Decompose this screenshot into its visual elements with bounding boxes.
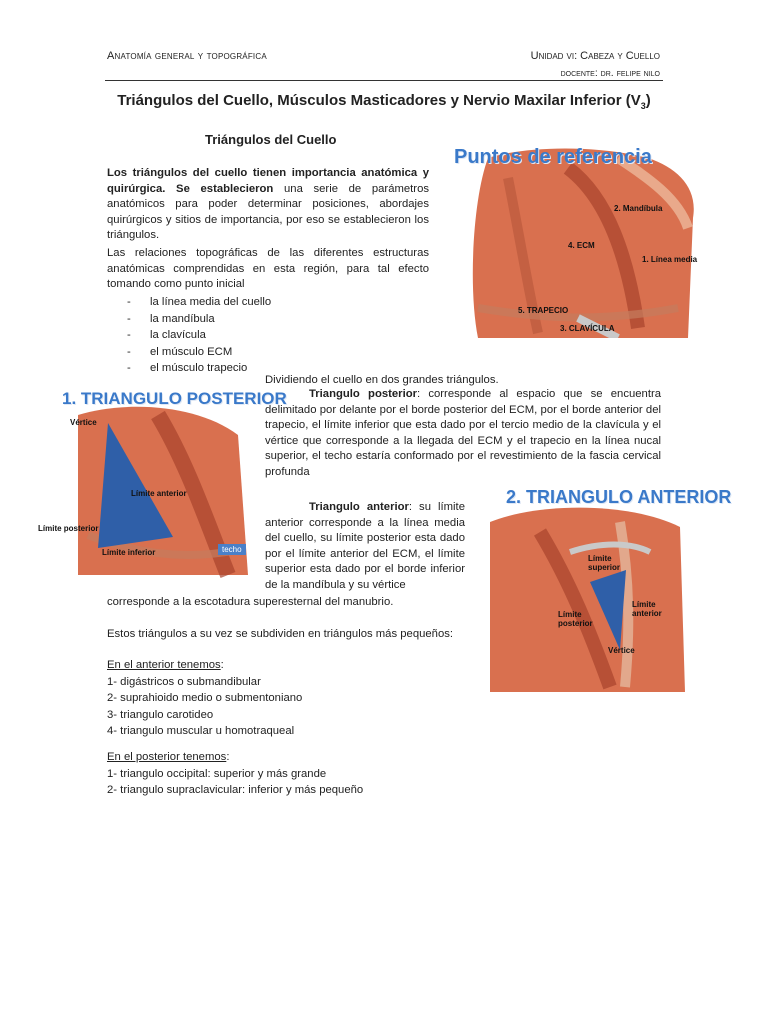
figure-posterior-triangle	[38, 385, 287, 580]
reference-points-list	[107, 294, 271, 377]
anterior-triangle-illustration	[480, 482, 708, 696]
list-item: - el músculo ECM	[127, 345, 233, 358]
label-ecm: 4. ECM	[568, 241, 595, 250]
list-item: 2- triangulo supraclavicular: inferior y más pequeño	[107, 784, 364, 796]
posterior-subtriangles: En el posterior tenemos: 1- triangulo occipital: superior y más grande 2- triangulo supraclavicular: inferior y más pequeño	[107, 749, 363, 799]
figure2-title: 1. TRIANGULO POSTERIOR	[62, 389, 287, 408]
figure1-title: Puntos de referencia	[454, 146, 652, 168]
subdivide-text: Estos triángulos a su vez se subdividen en triángulos más pequeños:	[107, 628, 454, 640]
anterior-subtriangles: En el anterior tenemos: 1- digástricos o submandibular 2- suprahioido medio o submentoniano 3- triangulo carotideo 4- triangulo muscular u homotraqueal	[107, 657, 302, 740]
label-clavicula: 3. CLAVÍCULA	[560, 324, 615, 333]
section-title: Triángulos del Cuello	[205, 132, 337, 147]
label-limite-posterior: Límite posterior	[38, 524, 99, 533]
list-item: 2- suprahioido medio o submentoniano	[107, 692, 303, 704]
label-trapecio: 5. TRAPECIO	[518, 306, 569, 315]
label-limite-posterior: Límite posterior	[558, 610, 593, 628]
label-techo: techo	[218, 544, 246, 555]
document-title: Triángulos del Cuello, Músculos Masticadores y Nervio Maxilar Inferior $(V_3)$	[117, 92, 651, 111]
list-item: - la mandíbula	[127, 312, 215, 325]
header-right-unit: Unidad vi: Cabeza y Cuello	[530, 50, 660, 62]
relations-paragraph: Las relaciones topográficas de las diferentes estructuras anatómicas comprendidas en esta región, para tal efecto tomando como punto inicial	[107, 247, 429, 290]
figure-reference-points	[448, 138, 706, 338]
figure-anterior-triangle	[480, 482, 732, 696]
label-limite-anterior: Límite anterior	[632, 600, 662, 618]
dividing-text: Dividiendo el cuello en dos grandes triángulos.	[265, 374, 499, 386]
figure3-title: 2. TRIANGULO ANTERIOR	[506, 487, 732, 507]
list-item: - la línea media del cuello	[127, 296, 272, 308]
label-vertice: Vértice	[70, 418, 97, 427]
label-vertice: Vértice	[608, 646, 635, 655]
header-left: Anatomía general y topográfica	[107, 50, 267, 62]
label-limite-superior: Límite superior	[588, 554, 621, 572]
intro-paragraph: Los triángulos del cuello tienen importancia anatómica y quirúrgica. Se establecieron una serie de parámetros anatómicos para poder determinar posiciones, abordajes quirúrgicos y sitios de importancia, por eso se establecieron los triángulos.	[107, 167, 429, 241]
list-item: 3- triangulo carotideo	[107, 708, 214, 721]
anterior-continuation: corresponde a la escotadura superesternal del manubrio.	[107, 596, 394, 608]
anterior-heading: En el anterior tenemos	[107, 659, 221, 671]
list-item: - la clavícula	[127, 329, 206, 341]
list-item: - el músculo trapecio	[127, 362, 248, 374]
anterior-paragraph: Triangulo anterior: su límite anterior corresponde a la línea media del cuello, su límite posterior esta dado por el límite anterior del ECM, el límite superior esta dado por el borde inferior de la mandíbula y su vértice	[265, 501, 465, 591]
label-limite-inferior: Límite inferior	[102, 548, 156, 557]
posterior-paragraph: Triangulo posterior: corresponde al espacio que se encuentra delimitado por delante por el borde posterior del ECM, por el borde anterior del trapecio, el límite inferior que esta dado por el tercio medio de la clavícula y el vértice que corresponde a la llegada del ECM y el trapecio en la línea nucal superior, el techo estaría conformado por el revestimiento de la fascia cervical profunda	[265, 388, 661, 478]
list-item: 1- digástricos o submandibular	[107, 675, 261, 688]
header-rule	[105, 80, 663, 81]
header-right-teacher: docente: dr. felipe nilo	[560, 67, 660, 79]
list-item: 4- triangulo muscular u homotraqueal	[107, 725, 295, 737]
label-linea-media: 1. Línea media	[642, 255, 698, 264]
label-limite-anterior: Límite anterior	[131, 489, 187, 498]
posterior-heading: En el posterior tenemos	[107, 751, 227, 763]
list-item: 1- triangulo occipital: superior y más grande	[107, 767, 327, 780]
label-mandibula: 2. Mandíbula	[614, 204, 663, 213]
